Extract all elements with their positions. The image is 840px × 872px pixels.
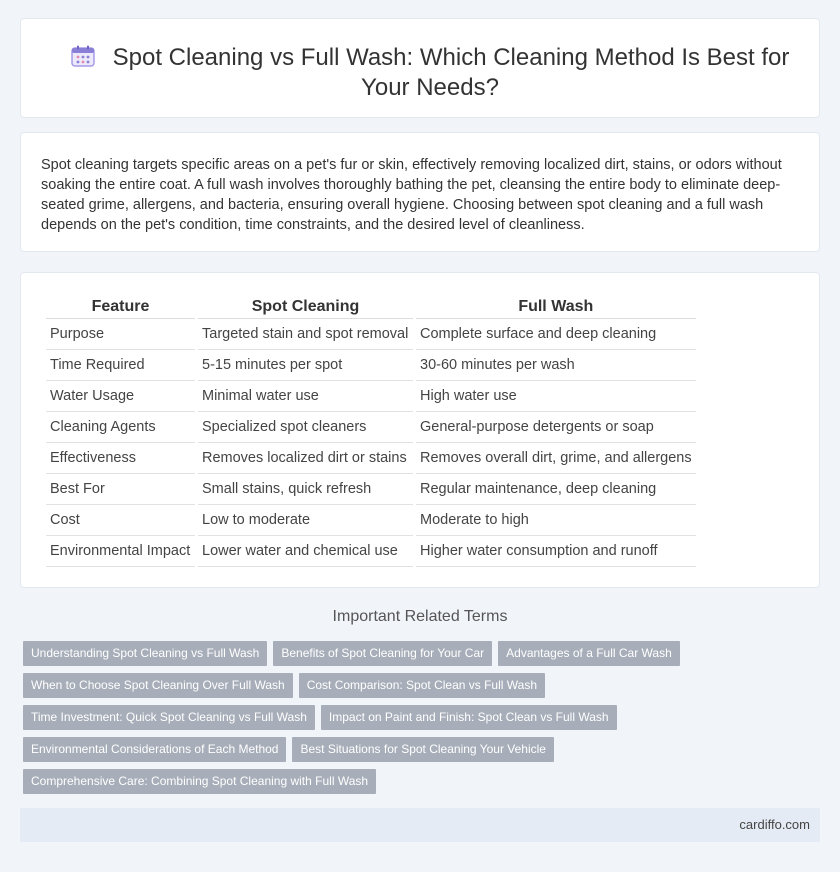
spot-cleaning-cell: Specialized spot cleaners — [198, 412, 413, 443]
spot-cleaning-cell: Low to moderate — [198, 505, 413, 536]
calendar-icon — [71, 45, 95, 67]
header-spot-cleaning: Spot Cleaning — [198, 293, 413, 319]
feature-cell: Best For — [46, 474, 195, 505]
full-wash-cell: Removes overall dirt, grime, and allergens — [416, 443, 696, 474]
feature-cell: Purpose — [46, 319, 195, 350]
header-feature: Feature — [46, 293, 195, 319]
feature-cell: Water Usage — [46, 381, 195, 412]
spot-cleaning-cell: Minimal water use — [198, 381, 413, 412]
footer — [20, 808, 820, 842]
full-wash-cell: 30-60 minutes per wash — [416, 350, 696, 381]
related-term-tag[interactable]: When to Choose Spot Cleaning Over Full Wash — [23, 673, 293, 698]
full-wash-cell: Complete surface and deep cleaning — [416, 319, 696, 350]
feature-cell: Effectiveness — [46, 443, 195, 474]
page-title: Spot Cleaning vs Full Wash: Which Cleaning Method Is Best for Your Needs? — [112, 44, 790, 101]
full-wash-cell: Higher water consumption and runoff — [416, 536, 696, 567]
tag-row — [23, 673, 723, 705]
spot-cleaning-cell: Removes localized dirt or stains — [198, 443, 413, 474]
related-terms-tags — [23, 641, 723, 801]
table-row — [46, 536, 696, 567]
related-term-tag[interactable]: Understanding Spot Cleaning vs Full Wash — [23, 641, 267, 666]
spot-cleaning-cell: Lower water and chemical use — [198, 536, 413, 567]
feature-cell: Environmental Impact — [46, 536, 195, 567]
table-row — [46, 474, 696, 505]
comparison-card — [20, 272, 820, 588]
table-row — [46, 381, 696, 412]
feature-cell: Cost — [46, 505, 195, 536]
related-term-tag[interactable]: Comprehensive Care: Combining Spot Cleaning with Full Wash — [23, 769, 376, 794]
feature-cell: Time Required — [46, 350, 195, 381]
intro-paragraph: Spot cleaning targets specific areas on a pet's fur or skin, effectively removing localized dirt, stains, or odors without soaking the entire coat. A full wash involves thoroughly bathing the pet, cleansing the entire body to eliminate deep-seated grime, allergens, and bacteria, ensuring overall hygiene. Choosing between spot cleaning and a full wash depends on the pet's condition, time constraints, and the desired level of cleanliness. — [41, 157, 782, 233]
header-card — [20, 18, 820, 118]
tag-row — [23, 769, 723, 801]
tag-row — [23, 737, 723, 769]
spot-cleaning-cell: 5-15 minutes per spot — [198, 350, 413, 381]
table-row — [46, 443, 696, 474]
table-row — [46, 350, 696, 381]
table-row — [46, 412, 696, 443]
table-row — [46, 505, 696, 536]
feature-cell: Cleaning Agents — [46, 412, 195, 443]
tag-row — [23, 641, 723, 673]
related-term-tag[interactable]: Advantages of a Full Car Wash — [498, 641, 680, 666]
full-wash-cell: Regular maintenance, deep cleaning — [416, 474, 696, 505]
full-wash-cell: Moderate to high — [416, 505, 696, 536]
full-wash-cell: General-purpose detergents or soap — [416, 412, 696, 443]
intro-card — [20, 132, 820, 252]
tag-row — [23, 705, 723, 737]
full-wash-cell: High water use — [416, 381, 696, 412]
related-term-tag[interactable]: Cost Comparison: Spot Clean vs Full Wash — [299, 673, 545, 698]
spot-cleaning-cell: Small stains, quick refresh — [198, 474, 413, 505]
related-term-tag[interactable]: Time Investment: Quick Spot Cleaning vs Full Wash — [23, 705, 315, 730]
header-full-wash: Full Wash — [416, 293, 696, 319]
page-title-wrap — [61, 43, 799, 103]
table-row — [46, 319, 696, 350]
related-term-tag[interactable]: Environmental Considerations of Each Method — [23, 737, 286, 762]
table-header-row — [46, 293, 696, 319]
related-terms-title: Important Related Terms — [332, 608, 508, 625]
related-term-tag[interactable]: Impact on Paint and Finish: Spot Clean vs Full Wash — [321, 705, 617, 730]
footer-site-link[interactable]: cardiffo.com — [739, 817, 810, 832]
spot-cleaning-cell: Targeted stain and spot removal — [198, 319, 413, 350]
related-term-tag[interactable]: Benefits of Spot Cleaning for Your Car — [273, 641, 492, 666]
related-term-tag[interactable]: Best Situations for Spot Cleaning Your Vehicle — [292, 737, 554, 762]
comparison-table — [43, 293, 699, 567]
